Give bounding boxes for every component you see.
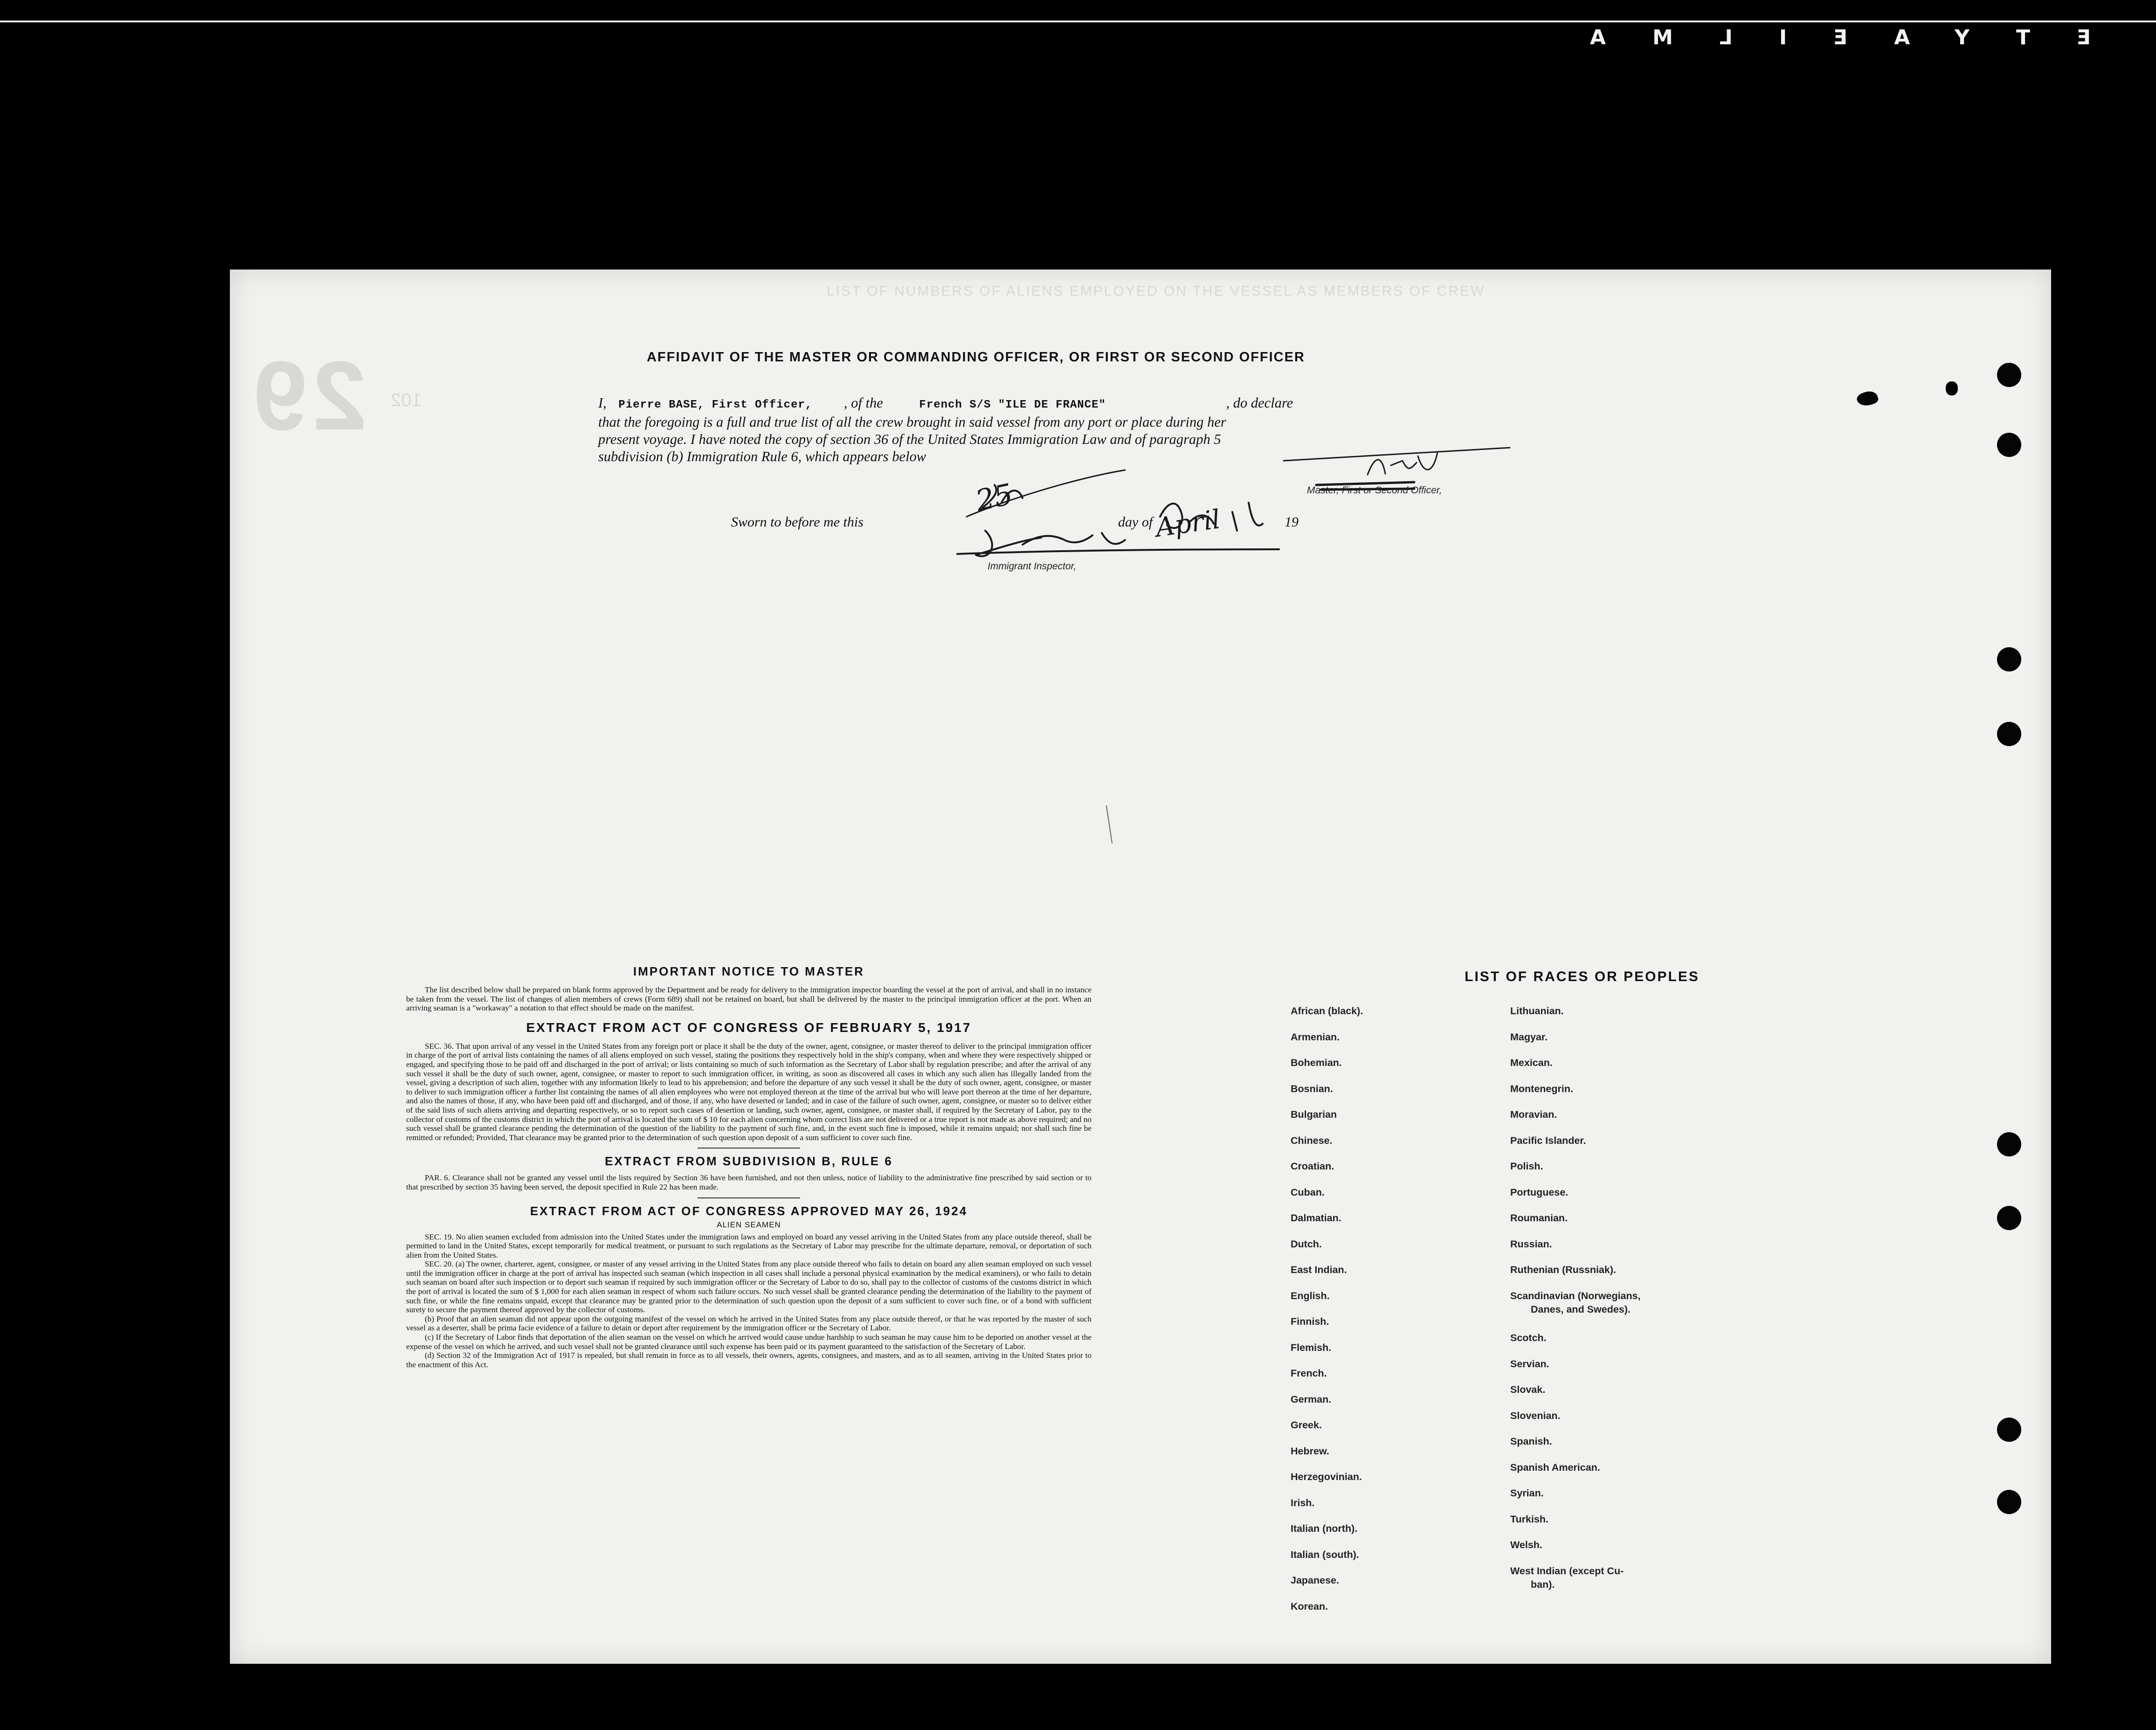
race-right-item: Moravian.	[1510, 1109, 1557, 1120]
race-left-item: East Indian.	[1291, 1264, 1347, 1275]
race-left-item: French.	[1291, 1368, 1327, 1379]
act-1924-sec-20c: (c) If the Secretary of Labor finds that deportation of the alien seaman on the vessel on which he arrived would cause undue hardship to such seaman he may cause him to be deported on another vessel at the expense of the vessel on which he arrived, and such vessel shall not be granted clearance until such expense has been paid or its payment guaranteed to the satisfaction of the Secretary of Labor.	[406, 1333, 1092, 1351]
ghost-bleed-text: LIST OF NUMBERS OF ALIENS EMPLOYED ON THE VESSEL AS MEMBERS OF CREW	[827, 284, 1486, 299]
vessel-name-typed: French S/S "ILE DE FRANCE"	[919, 399, 1106, 411]
race-right-item: Ruthenian (Russniak).	[1510, 1264, 1616, 1275]
handwritten-day: 25	[972, 477, 1016, 518]
race-right-item: Syrian.	[1510, 1488, 1544, 1499]
rule-6-body: PAR. 6. Clearance shall not be granted any vessel until the lists required by Section 36 have been furnished, and not then unless, notice of liability to the administrative fine prescribed by said section or to that prescribed by section 35 having been served, the deposit specified in Rule 22 has been made.	[406, 1173, 1092, 1191]
race-left-item: Italian (south).	[1291, 1549, 1359, 1560]
document-page	[230, 270, 2051, 1664]
punch-hole	[1997, 363, 2021, 387]
punch-hole	[1997, 1132, 2021, 1156]
race-right-item: Polish.	[1510, 1161, 1543, 1172]
notice-title: IMPORTANT NOTICE TO MASTER	[633, 964, 864, 978]
ghost-small-number: 102	[391, 390, 422, 410]
act-1924-sec-20a: SEC. 20. (a) The owner, charterer, agent, consignee, or master of any vessel arriving in the United States from any place outside thereof who fails to detain on board any alien seaman employed on such vessel until the immigration officer in charge at the port of arrival has inspected such seaman (which inspection in all cases shall include a personal physical examination by the medical examiners), or who fails to detain such seaman on board after such inspection or to deport such seaman if required by such immigration officer or the Secretary of Labor to do so, shall pay to the collector of customs of the customs district in which the port of arrival is located the sum of $ 1,000 for each alien seaman in respect of whom such failure occurs. No such vessel shall be granted clearance pending the determination of the liability to the payment of such fine, or while the fine remains unpaid, except that clearance may be granted prior to the determination of such question upon the deposit of a sum sufficient to cover such fine, or of a bond with sufficient surety to secure the payment thereof approved by the collector of customs.	[406, 1259, 1092, 1315]
sworn-day-label: day of	[1118, 514, 1153, 530]
declaration-i: I,	[598, 395, 607, 411]
race-right-item: Danes, and Swedes).	[1531, 1304, 1631, 1315]
declaration-line-3: present voyage. I have noted the copy of section 36 of the United States Immigration Law and of paragraph 5	[598, 431, 1221, 447]
declaration-declare: , do declare	[1226, 395, 1293, 411]
officer-name-typed: Pierre BASE, First Officer,	[618, 399, 813, 411]
inspector-signature	[957, 531, 1279, 556]
race-left-item: Hebrew.	[1291, 1446, 1329, 1457]
notice-body: The list described below shall be prepared on blank forms approved by the Department and be ready for delivery to the immigration inspector boarding the vessel at the port of arrival, and shall in no instance be taken from the vessel. The list of changes of alien members of crews (Form 689) shall not be retained on board, but shall be delivered by the master to the principal immigration officer at the port. When an arriving seaman is a "workaway" a notation to that effect should be made on the manifest.	[406, 985, 1092, 1013]
handwritten-month: April	[1154, 504, 1223, 543]
sworn-date-flourish	[967, 470, 1125, 517]
declaration-text	[598, 394, 1386, 465]
race-right-item: Russian.	[1510, 1239, 1552, 1250]
race-left-item: Flemish.	[1291, 1342, 1332, 1353]
race-left-item: Chinese.	[1291, 1135, 1333, 1146]
race-right-item: Scandinavian (Norwegians,	[1510, 1290, 1641, 1301]
punch-hole	[1997, 722, 2021, 746]
race-left-item: Herzegovinian.	[1291, 1471, 1362, 1482]
race-left-item: Croatian.	[1291, 1161, 1334, 1172]
race-right-item: Servian.	[1510, 1358, 1549, 1370]
stray-pencil-mark	[1106, 806, 1112, 843]
sworn-year-prefix: 19	[1285, 514, 1299, 530]
sworn-prefix: Sworn to before me this	[731, 514, 864, 530]
race-left-item: Dalmatian.	[1291, 1212, 1341, 1224]
race-right-item: Spanish.	[1510, 1436, 1552, 1447]
declaration-line-1	[598, 394, 1386, 414]
declaration-of-the: , of the	[843, 395, 883, 411]
race-right-item: Spanish American.	[1510, 1462, 1600, 1473]
race-left-item: English.	[1291, 1290, 1330, 1301]
punch-hole	[1997, 1490, 2021, 1514]
race-right-item: Pacific Islander.	[1510, 1135, 1586, 1146]
act-1924-subtitle: ALIEN SEAMEN	[717, 1220, 781, 1229]
race-right-item: Slovak.	[1510, 1384, 1546, 1395]
divider	[698, 1197, 800, 1198]
declaration-line-2: that the foregoing is a full and true list of all the crew brought in said vessel from any port or place during her	[598, 414, 1226, 430]
officer-signature-caption: Master, First or Second Officer,	[1307, 485, 1442, 496]
race-right-item: Turkish.	[1510, 1514, 1549, 1525]
handwritten-month-stroke	[1160, 503, 1263, 531]
act-1917-body: SEC. 36. That upon arrival of any vessel in the United States from any foreign port or place it shall be the duty of the owner, agent, consignee, or master thereof to deliver to the principal immigration officer in charge of the port of arrival lists containing the names of all aliens employed on such vessel, stating the positions they respectively hold in the ship's company, when and where they were respectively shipped or engaged, and specifying those to be paid off and discharged in the port of arrival; or lists containing so much of such information as the Secretary of Labor shall by regulation prescribe; and after the arrival of any such vessel it shall be the duty of such owner, agent, consignee, or master to report to such immigration officer, in writing, as soon as discovered all cases in which any such alien has illegally landed from the vessel, giving a description of such alien, together with any information likely to lead to his apprehension; and before the departure of any such vessel it shall be the duty of such owner, agent, consignee, or master to deliver to such immigration officer a further list containing the names of all alien employees who were not employed thereon at the time of the arrival but who will leave port thereon at the time of her departure, and also the names of those, if any, who have been paid off and discharged, and of those, if any, who have deserted or landed; and in case of the failure of such owner, agent, consignee, or master so to deliver either of the said lists of such aliens arriving and departing respectively, or so to report such cases of desertion or landing, such owner, agent, consignee, or master shall, if required by the Secretary of Labor, pay to the collector of customs of the customs district in which the port of arrival is located the sum of $ 10 for each alien concerning whom correct lists are not delivered or a true report is not made as above required; and no such vessel shall be granted clearance pending the determination of the question of the liability to the payment of such fine, and, in the event such fine is imposed, while it remains unpaid; nor shall such fine be remitted or refunded; Provided, That clearance may be granted prior to the determination of such question upon deposit of a sum sufficient to cover such fine.	[406, 1041, 1092, 1142]
film-edge-strip	[0, 21, 2156, 22]
race-left-item: Japanese.	[1291, 1575, 1339, 1586]
races-list-title: LIST OF RACES OR PEOPLES	[1465, 969, 1700, 984]
race-right-item: Lithuanian.	[1510, 1005, 1564, 1017]
handwritten-day-stroke	[983, 485, 1023, 507]
race-right-item: ban).	[1531, 1579, 1555, 1590]
film-edge-lettering: ETYAEILMA	[1543, 26, 2091, 49]
punch-hole	[1997, 647, 2021, 671]
race-left-item: Irish.	[1291, 1497, 1315, 1509]
race-right-item: Mexican.	[1510, 1057, 1553, 1068]
race-left-item: Bosnian.	[1291, 1083, 1333, 1094]
race-left-item: Finnish.	[1291, 1316, 1329, 1327]
race-right-item: Montenegrin.	[1510, 1083, 1573, 1094]
punch-hole	[1997, 433, 2021, 457]
act-1917-title: EXTRACT FROM ACT OF CONGRESS OF FEBRUARY 5, 1917	[526, 1020, 972, 1035]
race-right-item: Welsh.	[1510, 1539, 1542, 1550]
act-1924-sec-20d: (d) Section 32 of the Immigration Act of 1917 is repealed, but shall remain in force as to all vessels, their owners, agents, consignees, and masters, and as to all seamen, arriving in the United States prior to the enactment of this Act.	[406, 1351, 1092, 1369]
punch-hole	[1997, 1206, 2021, 1230]
declaration-line-4: subdivision (b) Immigration Rule 6, which appears below	[598, 449, 926, 464]
divider	[698, 1148, 800, 1149]
inspector-caption: Immigrant Inspector,	[988, 561, 1077, 572]
act-1924-title: EXTRACT FROM ACT OF CONGRESS APPROVED MAY 26, 1924	[530, 1204, 968, 1218]
rule-6-title: EXTRACT FROM SUBDIVISION B, RULE 6	[605, 1154, 893, 1169]
race-left-item: African (black).	[1291, 1005, 1363, 1017]
ink-blot	[1855, 388, 1880, 408]
act-1924-sec-20b: (b) Proof that an alien seaman did not appear upon the outgoing manifest of the vessel on which he arrived in the United States from any place outside thereof, or that he was reported by the master of such vessel as a deserter, shall be prima facie evidence of a failure to detain or deport after requirement by the immigration officer or the Secretary of Labor.	[406, 1314, 1092, 1333]
race-right-item: Scotch.	[1510, 1332, 1547, 1343]
race-left-item: Dutch.	[1291, 1239, 1322, 1250]
notice-column	[406, 964, 1092, 1369]
race-left-item: Bulgarian	[1291, 1109, 1337, 1120]
punch-hole	[1997, 1418, 2021, 1442]
ghost-frame-number: 29	[249, 341, 367, 450]
race-left-item: German.	[1291, 1394, 1332, 1405]
race-right-item: Slovenian.	[1510, 1410, 1561, 1421]
race-right-item: Portuguese.	[1510, 1187, 1569, 1198]
affidavit-title: AFFIDAVIT OF THE MASTER OR COMMANDING OFFICER, OR FIRST OR SECOND OFFICER	[647, 350, 1305, 365]
race-right-item: Magyar.	[1510, 1031, 1548, 1043]
race-left-item: Italian (north).	[1291, 1523, 1358, 1534]
race-left-item: Cuban.	[1291, 1187, 1325, 1198]
race-right-item: West Indian (except Cu-	[1510, 1565, 1624, 1577]
race-left-item: Korean.	[1291, 1601, 1328, 1612]
ink-blot	[1946, 381, 1958, 395]
act-1924-sec-19: SEC. 19. No alien seamen excluded from admission into the United States under the immigration laws and employed on board any vessel arriving in the United States from any place outside thereof, shall be permitted to land in the United States, except temporarily for medical treatment, or pursuant to such regulations as the Secretary of Labor may prescribe for the ultimate departure, removal, or deportation of such alien from the United States.	[406, 1232, 1092, 1259]
race-left-item: Bohemian.	[1291, 1057, 1342, 1068]
race-left-item: Greek.	[1291, 1419, 1322, 1431]
race-right-item: Roumanian.	[1510, 1212, 1568, 1224]
race-left-item: Armenian.	[1291, 1031, 1340, 1043]
